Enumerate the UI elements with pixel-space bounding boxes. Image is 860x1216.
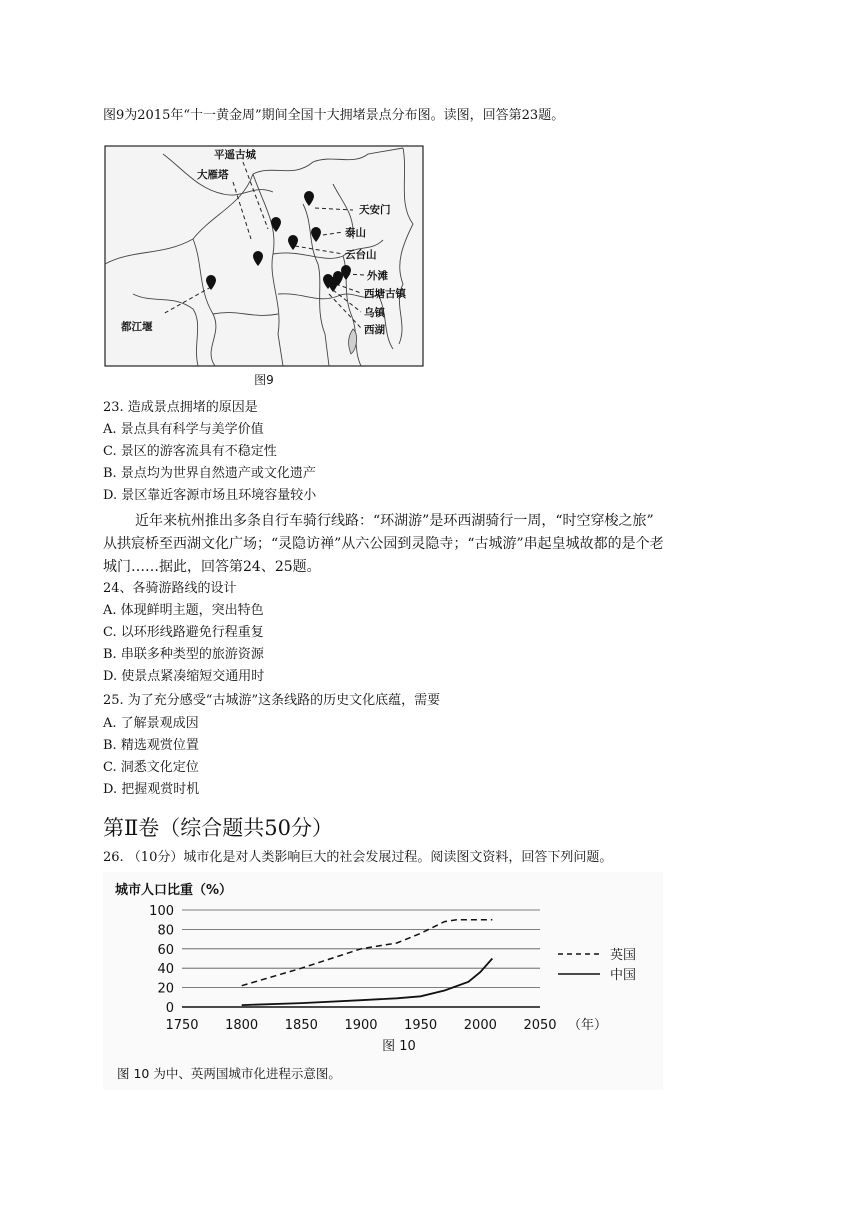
map-caption: 图9 <box>254 373 274 387</box>
legend-label: 中国 <box>610 968 637 983</box>
label-pingyao: 平遥古城 <box>214 149 256 161</box>
y-tick-label: 20 <box>157 981 174 997</box>
y-tick-label: 100 <box>149 904 174 919</box>
intro-text: 图9为2015年“十一黄金周”期间全国十大拥堵景点分布图。读图，回答第23题。 <box>103 108 565 123</box>
q25-option-4: D. 把握观赏时机 <box>103 782 200 797</box>
x-tick-label: 1800 <box>225 1018 259 1033</box>
chart-caption: 图 10 <box>382 1039 416 1054</box>
q23-option-4: D. 景区靠近客源市场且环境容量较小 <box>103 488 317 503</box>
q25-option-2: B. 精选观赏位置 <box>103 738 199 753</box>
passage-line-2: 从拱宸桥至西湖文化广场；“灵隐访禅”从六公园到灵隐寺；“古城游”串起皇城故都的是个老 <box>103 536 664 552</box>
label-xitang: 西塘古镇 <box>364 288 406 300</box>
q24-option-1: A. 体现鲜明主题，突出特色 <box>103 603 264 618</box>
x-tick-label: 1900 <box>344 1018 378 1033</box>
q26-stem: 26. （10分）城市化是对人类影响巨大的社会发展过程。阅读图文资料，回答下列问题。 <box>103 850 613 865</box>
y-tick-label: 40 <box>157 962 174 978</box>
x-tick-label: 1850 <box>284 1018 318 1033</box>
urbanization-chart <box>103 872 663 1090</box>
y-tick-label: 60 <box>157 942 174 958</box>
q23-option-3: B. 景点均为世界自然遗产或文化遗产 <box>103 466 316 481</box>
section-heading: 第Ⅱ卷（综合题共50分） <box>103 816 333 840</box>
y-tick-label: 80 <box>157 923 174 939</box>
x-tick-label: 1950 <box>404 1018 438 1033</box>
x-tick-label: 2000 <box>463 1018 497 1033</box>
chart-y-label: 城市人口比重（%） <box>115 883 233 898</box>
q23-stem: 23. 造成景点拥堵的原因是 <box>103 400 258 415</box>
q23-option-2: C. 景区的游客流具有不稳定性 <box>103 444 277 459</box>
q25-option-3: C. 洞悉文化定位 <box>103 760 199 775</box>
label-dujiangyan: 都江堰 <box>121 321 153 333</box>
label-taishan: 泰山 <box>345 227 366 239</box>
q24-option-3: B. 串联多种类型的旅游资源 <box>103 647 264 662</box>
legend-label: 英国 <box>610 948 637 963</box>
q24-option-2: C. 以环形线路避免行程重复 <box>103 625 264 640</box>
x-tick-label: 2050 <box>523 1018 557 1033</box>
chart-x-label: （年） <box>568 1018 608 1033</box>
label-wuzhen: 乌镇 <box>364 307 385 319</box>
q25-option-1: A. 了解景观成因 <box>103 716 199 731</box>
q24-stem: 24、各骑游路线的设计 <box>103 581 237 596</box>
label-xihu: 西湖 <box>364 324 385 336</box>
label-tiananmen: 天安门 <box>359 204 391 216</box>
x-tick-label: 1750 <box>165 1018 199 1033</box>
passage-line-1: 近年来杭州推出多条自行车骑行线路：“环湖游”是环西湖骑行一周，“时空穿梭之旅” <box>135 513 654 529</box>
chart-note: 图 10 为中、英两国城市化进程示意图。 <box>117 1066 341 1081</box>
q23-option-1: A. 景点具有科学与美学价值 <box>103 422 264 437</box>
y-tick-label: 0 <box>165 1001 174 1016</box>
q24-option-4: D. 使景点紧凑缩短交通用时 <box>103 669 265 684</box>
china-map-figure <box>103 144 425 390</box>
passage-line-3: 城门……据此，回答第24、25题。 <box>103 559 321 575</box>
label-dayanta: 大雁塔 <box>197 169 229 181</box>
label-waitan: 外滩 <box>367 270 388 282</box>
label-yuntaishan: 云台山 <box>345 249 377 261</box>
q25-stem: 25. 为了充分感受“古城游”这条线路的历史文化底蕴，需要 <box>103 693 441 708</box>
